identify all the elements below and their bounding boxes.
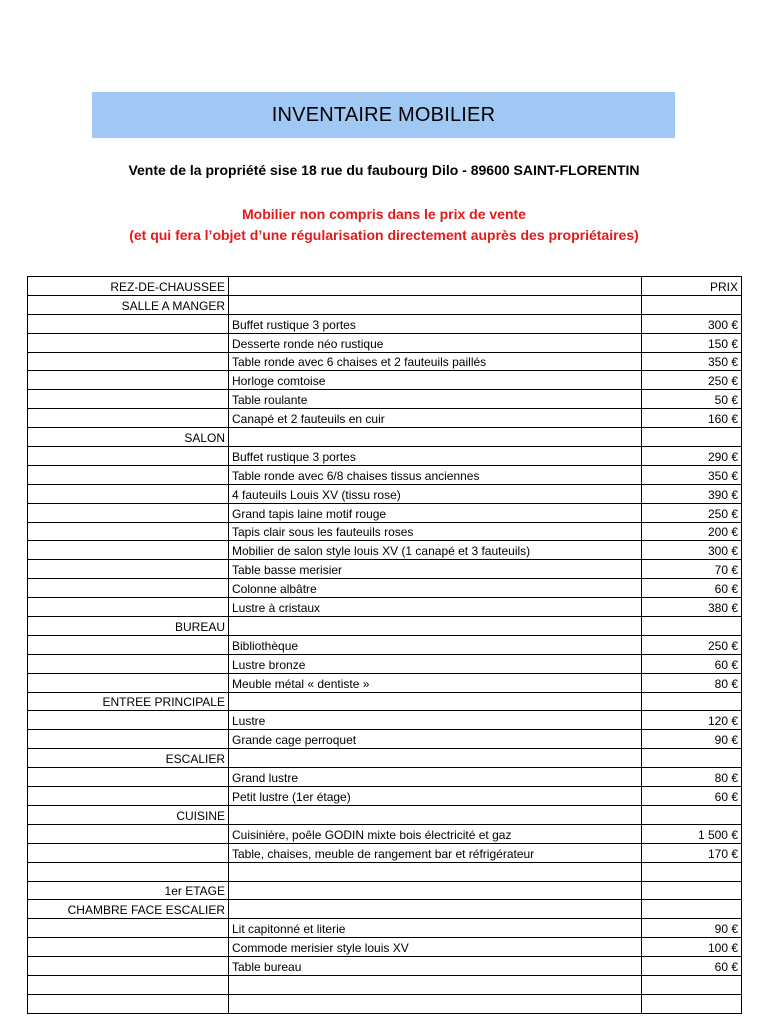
price-cell: 100 € (642, 938, 742, 957)
price-cell: 60 € (642, 787, 742, 806)
room-row (28, 692, 742, 711)
item-cell: 4 fauteuils Louis XV (tissu rose) (229, 484, 642, 503)
item-cell: Desserte ronde néo rustique (229, 333, 642, 352)
item-cell (229, 862, 642, 881)
price-cell: 350 € (642, 465, 742, 484)
room-cell (28, 333, 229, 352)
table-row (28, 465, 742, 484)
item-cell: Horloge comtoise (229, 371, 642, 390)
table-row (28, 371, 742, 390)
table-row (28, 390, 742, 409)
table-row (28, 635, 742, 654)
item-cell: Table, chaises, meuble de rangement bar et réfrigérateur (229, 843, 642, 862)
room-cell (28, 484, 229, 503)
table-row (28, 711, 742, 730)
item-cell (229, 805, 642, 824)
price-cell: 300 € (642, 541, 742, 560)
room-cell (28, 390, 229, 409)
price-cell: 390 € (642, 484, 742, 503)
title-banner (92, 92, 675, 138)
level-cell: REZ-DE-CHAUSSEE (28, 277, 229, 296)
level-cell: 1er ETAGE (28, 881, 229, 900)
room-cell: CHAMBRE FACE ESCALIER (28, 900, 229, 919)
room-row (28, 805, 742, 824)
room-cell (28, 409, 229, 428)
room-row (28, 617, 742, 636)
room-row (28, 900, 742, 919)
table-row (28, 787, 742, 806)
item-cell (229, 749, 642, 768)
room-cell (28, 635, 229, 654)
item-cell: Meuble métal « dentiste » (229, 673, 642, 692)
price-cell (642, 428, 742, 447)
item-cell: Table roulante (229, 390, 642, 409)
price-cell (642, 900, 742, 919)
item-cell: Lustre à cristaux (229, 598, 642, 617)
item-cell (229, 277, 642, 296)
room-cell: BUREAU (28, 617, 229, 636)
page-title: INVENTAIRE MOBILIER (271, 103, 496, 126)
room-cell (28, 938, 229, 957)
blank-row (28, 975, 742, 994)
table-row (28, 503, 742, 522)
inventory-table-body (28, 277, 742, 1014)
room-cell: ENTREE PRINCIPALE (28, 692, 229, 711)
inventory-table (27, 276, 742, 1014)
table-row (28, 579, 742, 598)
price-cell: 250 € (642, 371, 742, 390)
room-cell (28, 598, 229, 617)
room-cell (28, 465, 229, 484)
item-cell: Lit capitonné et literie (229, 919, 642, 938)
price-cell (642, 975, 742, 994)
room-cell: SALLE A MANGER (28, 295, 229, 314)
room-cell (28, 768, 229, 787)
price-cell: 200 € (642, 522, 742, 541)
room-cell (28, 654, 229, 673)
room-cell (28, 314, 229, 333)
table-row (28, 409, 742, 428)
room-cell (28, 957, 229, 976)
table-row (28, 673, 742, 692)
room-row (28, 749, 742, 768)
item-cell: Grand lustre (229, 768, 642, 787)
item-cell: Buffet rustique 3 portes (229, 314, 642, 333)
price-cell: 250 € (642, 503, 742, 522)
table-row (28, 957, 742, 976)
price-cell: 380 € (642, 598, 742, 617)
price-cell: 60 € (642, 579, 742, 598)
table-row (28, 352, 742, 371)
table-row (28, 447, 742, 466)
price-cell (642, 749, 742, 768)
room-cell (28, 579, 229, 598)
price-cell: 250 € (642, 635, 742, 654)
item-cell (229, 617, 642, 636)
room-cell (28, 541, 229, 560)
blank-row (28, 862, 742, 881)
price-cell: 160 € (642, 409, 742, 428)
room-cell (28, 787, 229, 806)
price-cell: 60 € (642, 957, 742, 976)
table-row (28, 598, 742, 617)
room-cell: ESCALIER (28, 749, 229, 768)
room-cell: CUISINE (28, 805, 229, 824)
price-cell (642, 805, 742, 824)
room-cell (28, 352, 229, 371)
price-cell (642, 617, 742, 636)
table-row (28, 824, 742, 843)
room-row (28, 428, 742, 447)
table-row (28, 919, 742, 938)
item-cell: Mobilier de salon style louis XV (1 canapé et 3 fauteuils) (229, 541, 642, 560)
room-cell (28, 447, 229, 466)
price-cell: 50 € (642, 390, 742, 409)
price-cell (642, 862, 742, 881)
item-cell (229, 975, 642, 994)
item-cell: Cuisinière, poêle GODIN mixte bois électricité et gaz (229, 824, 642, 843)
price-cell: 70 € (642, 560, 742, 579)
price-cell: 350 € (642, 352, 742, 371)
item-cell: Table ronde avec 6/8 chaises tissus anciennes (229, 465, 642, 484)
room-cell (28, 522, 229, 541)
item-cell: Colonne albâtre (229, 579, 642, 598)
item-cell (229, 994, 642, 1013)
item-cell: Grand tapis laine motif rouge (229, 503, 642, 522)
price-cell (642, 994, 742, 1013)
room-row (28, 295, 742, 314)
table-row (28, 333, 742, 352)
room-cell (28, 560, 229, 579)
notice-line-1: Mobilier non compris dans le prix de vente (242, 206, 526, 222)
table-row (28, 843, 742, 862)
room-cell (28, 711, 229, 730)
price-cell: 80 € (642, 768, 742, 787)
price-cell: 80 € (642, 673, 742, 692)
level-row (28, 881, 742, 900)
room-cell: SALON (28, 428, 229, 447)
table-row (28, 768, 742, 787)
price-cell (642, 881, 742, 900)
item-cell: Lustre bronze (229, 654, 642, 673)
table-row (28, 654, 742, 673)
table-row (28, 560, 742, 579)
table-row (28, 730, 742, 749)
item-cell (229, 900, 642, 919)
table-row (28, 522, 742, 541)
room-cell (28, 843, 229, 862)
property-address: Vente de la propriété sise 18 rue du faubourg Dilo - 89600 SAINT-FLORENTIN (128, 162, 640, 178)
table-row (28, 541, 742, 560)
item-cell (229, 295, 642, 314)
price-cell (642, 692, 742, 711)
item-cell: Tapis clair sous les fauteuils roses (229, 522, 642, 541)
price-cell: 90 € (642, 730, 742, 749)
table-row (28, 314, 742, 333)
room-cell (28, 975, 229, 994)
room-cell (28, 824, 229, 843)
item-cell (229, 428, 642, 447)
price-cell: 120 € (642, 711, 742, 730)
level-row (28, 277, 742, 296)
table-row (28, 484, 742, 503)
price-cell: 170 € (642, 843, 742, 862)
item-cell (229, 881, 642, 900)
item-cell (229, 692, 642, 711)
price-cell: 290 € (642, 447, 742, 466)
item-cell: Lustre (229, 711, 642, 730)
price-cell: 150 € (642, 333, 742, 352)
item-cell: Grande cage perroquet (229, 730, 642, 749)
item-cell: Canapé et 2 fauteuils en cuir (229, 409, 642, 428)
price-cell: 1 500 € (642, 824, 742, 843)
room-cell (28, 673, 229, 692)
item-cell: Table ronde avec 6 chaises et 2 fauteuils paillés (229, 352, 642, 371)
room-cell (28, 503, 229, 522)
item-cell: Table basse merisier (229, 560, 642, 579)
blank-row (28, 994, 742, 1013)
table-row (28, 938, 742, 957)
price-header: PRIX (642, 277, 742, 296)
room-cell (28, 994, 229, 1013)
item-cell: Petit lustre (1er étage) (229, 787, 642, 806)
room-cell (28, 919, 229, 938)
price-cell: 60 € (642, 654, 742, 673)
room-cell (28, 862, 229, 881)
notice-line-2: (et qui fera l’objet d’une régularisation directement auprès des propriétaires) (129, 227, 639, 243)
room-cell (28, 371, 229, 390)
item-cell: Commode merisier style louis XV (229, 938, 642, 957)
item-cell: Bibliothèque (229, 635, 642, 654)
price-cell: 90 € (642, 919, 742, 938)
price-cell (642, 295, 742, 314)
price-cell: 300 € (642, 314, 742, 333)
item-cell: Buffet rustique 3 portes (229, 447, 642, 466)
item-cell: Table bureau (229, 957, 642, 976)
notice-block (0, 204, 768, 246)
room-cell (28, 730, 229, 749)
